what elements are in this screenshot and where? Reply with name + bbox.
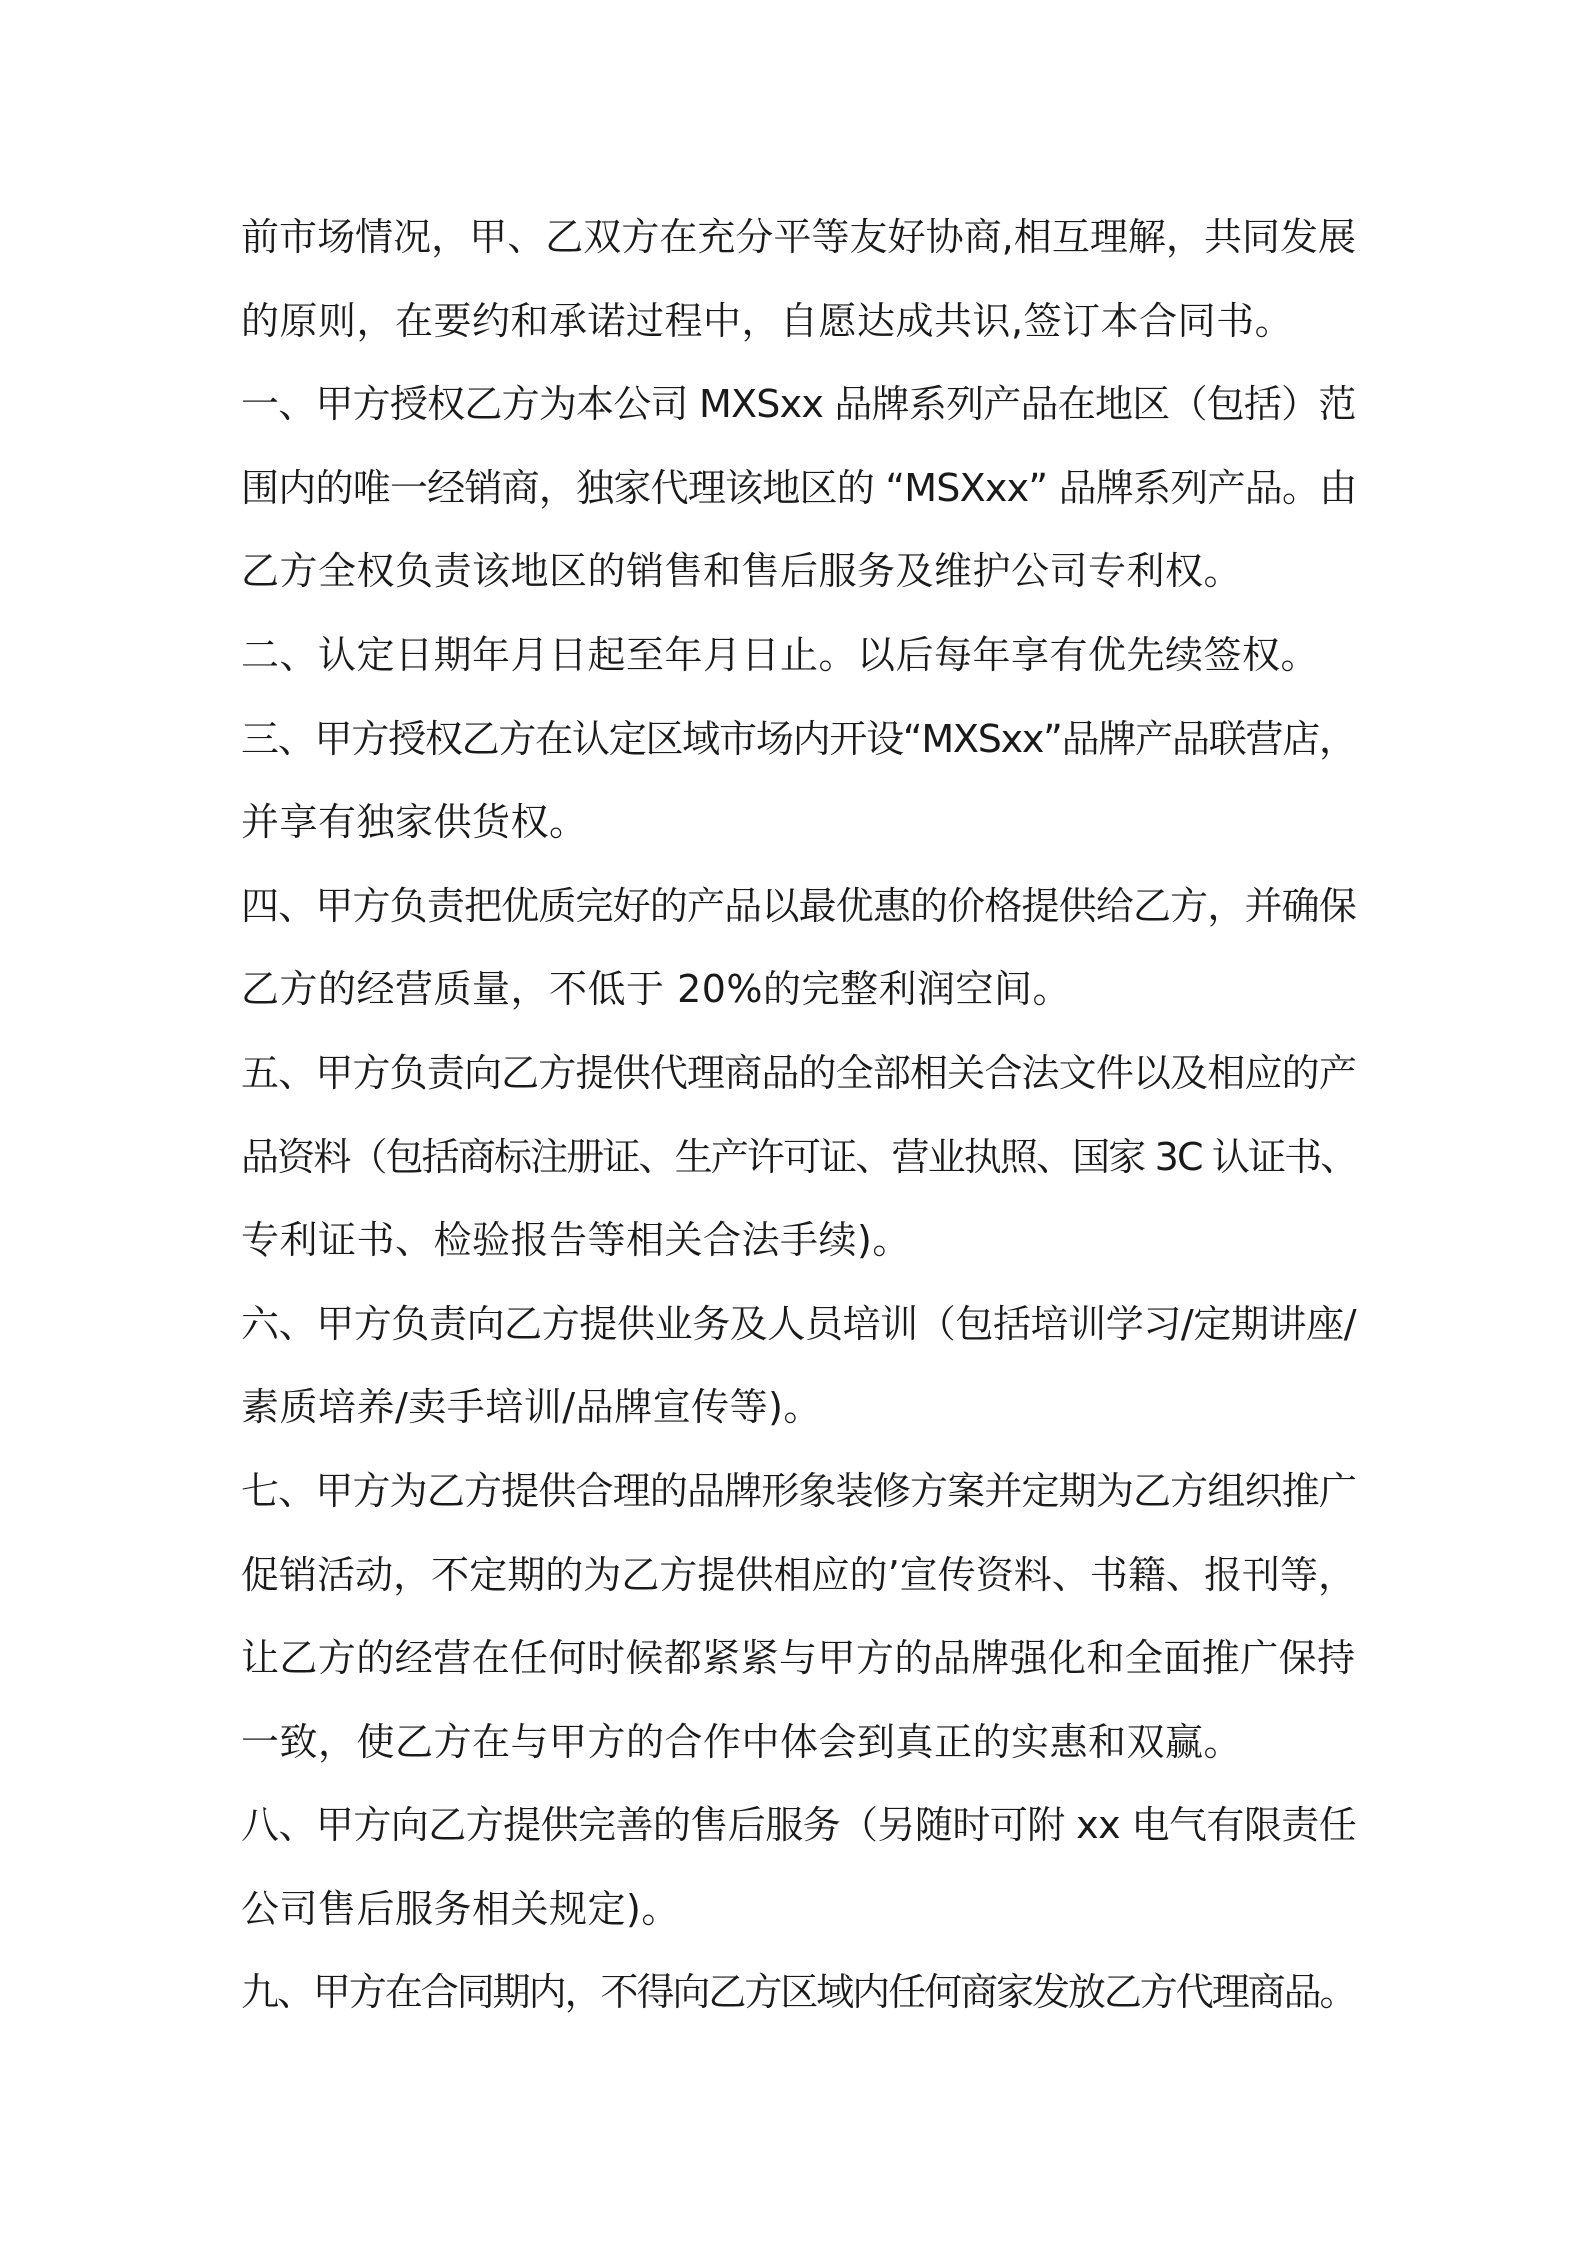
clause-3-line: 三、甲方授权乙方在认定区域市场内开设“MXSxx”品牌产品联营店， — [241, 716, 1356, 761]
text-line: 专利证书、检验报告等相关合法手续)。 — [241, 1218, 911, 1263]
clause-1-line: 一、甲方授权乙方为本公司 MXSxx 品牌系列产品在地区（包括）范 — [241, 382, 1356, 427]
text-line: 一致，使乙方在与甲方的合作中体会到真正的实惠和双赢。 — [241, 1719, 1243, 1764]
clause-9-line: 九、甲方在合同期内，不得向乙方区域内任何商家发放乙方代理商品。 — [241, 1970, 1356, 2015]
text-line: 品资料（包括商标注册证、生产许可证、营业执照、国家 3C 认证书、 — [241, 1134, 1357, 1179]
text-line: 素质培养/卖手培训/品牌宣传等)。 — [241, 1385, 822, 1430]
clause-6-line: 六、甲方负责向乙方提供业务及人员培训（包括培训学习/定期讲座/ — [241, 1301, 1357, 1346]
text-line: 围内的唯一经销商，独家代理该地区的 “MSXxx” 品牌系列产品。由 — [241, 465, 1357, 510]
text-line: 的原则，在要约和承诺过程中，自愿达成共识,签订本合同书。 — [241, 298, 1294, 343]
text-line: 公司售后服务相关规定)。 — [241, 1886, 680, 1931]
text-line: 并享有独家供货权。 — [241, 800, 588, 845]
text-line: 乙方全权负责该地区的销售和售后服务及维护公司专利权。 — [241, 549, 1243, 594]
text-line: 前市场情况，甲、乙双方在充分平等友好协商,相互理解，共同发展 — [241, 215, 1357, 259]
clause-7-line: 七、甲方为乙方提供合理的品牌形象装修方案并定期为乙方组织推广 — [241, 1468, 1357, 1513]
text-line: 让乙方的经营在任何时候都紧紧与甲方的品牌强化和全面推广保持 — [241, 1636, 1356, 1681]
contract-text — [241, 196, 1356, 2035]
text-line: 促销活动，不定期的为乙方提供相应的’宣传资料、书籍、报刊等， — [241, 1552, 1357, 1597]
clause-2-line: 二、认定日期年月日起至年月日止。以后每年享有优先续签权。 — [241, 632, 1320, 677]
clause-4-line: 四、甲方负责把优质完好的产品以最优惠的价格提供给乙方，并确保 — [241, 883, 1357, 928]
clause-8-line: 八、甲方向乙方提供完善的售后服务（另随时可附 xx 电气有限责任 — [241, 1803, 1357, 1848]
text-line: 乙方的经营质量，不低于 20%的完整利润空间。 — [241, 967, 1072, 1012]
clause-5-line: 五、甲方负责向乙方提供代理商品的全部相关合法文件以及相应的产 — [241, 1050, 1357, 1095]
